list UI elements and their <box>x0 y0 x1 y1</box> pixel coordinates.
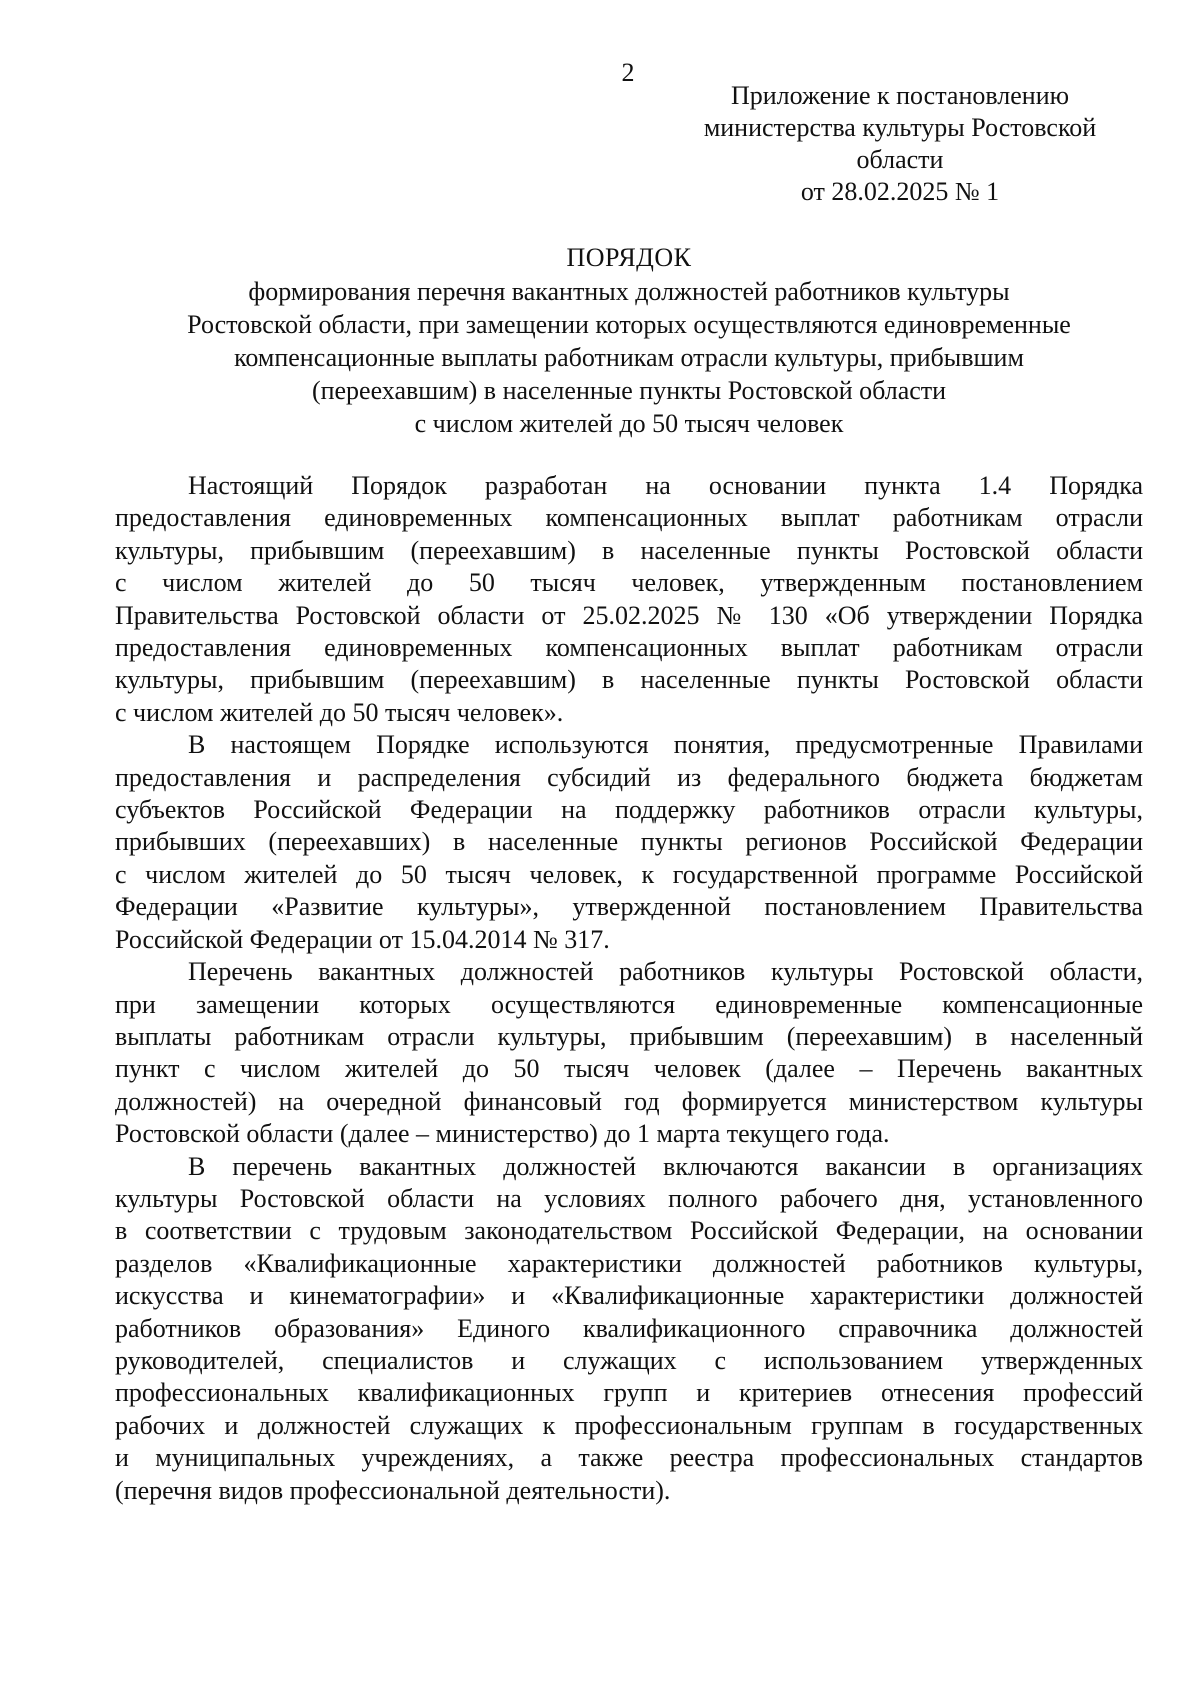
text-line: с числом жителей до 50 тысяч человек, к государственной программе Российской <box>115 859 1143 889</box>
subtitle-line: (переехавшим) в населенные пункты Ростовской области <box>311 376 947 405</box>
text-line: работников образования» Единого квалификационного справочника должностей <box>115 1313 1143 1343</box>
subtitle-line: с числом жителей до 50 тысяч человек <box>414 409 844 438</box>
text-line: Настоящий Порядок разработан на основании пункта 1.4 Порядка <box>188 471 1143 500</box>
text-line: В перечень вакантных должностей включаются вакансии в организациях <box>188 1151 1143 1181</box>
text-line: искусства и кинематографии» и «Квалификационные характеристики должностей <box>115 1281 1143 1311</box>
appendix-header <box>680 80 1120 208</box>
subtitle-line: формирования перечня вакантных должностей работников культуры <box>248 277 1010 306</box>
text-line: Российской Федерации от 15.04.2014 № 317. <box>115 924 610 954</box>
document-body <box>115 470 1143 1507</box>
text-line: культуры Ростовской области на условиях полного рабочего дня, установленного <box>115 1183 1143 1213</box>
paragraph-1 <box>115 470 1143 729</box>
text-line: культуры, прибывшим (переехавшим) в населенные пункты Ростовской области <box>115 535 1143 565</box>
paragraph-2 <box>115 729 1143 956</box>
subtitle-line: Ростовской области, при замещении которых осуществляются единовременные <box>187 310 1071 339</box>
appendix-line: Приложение к постановлению <box>730 81 1070 110</box>
document-title: ПОРЯДОК <box>566 243 692 272</box>
document-subtitle <box>114 275 1144 440</box>
paragraph-3 <box>115 956 1143 1150</box>
appendix-line: министерства культуры Ростовской <box>703 113 1097 142</box>
text-line: разделов «Квалификационные характеристики должностей работников культуры, <box>115 1248 1143 1278</box>
text-line: и муниципальных учреждениях, а также реестра профессиональных стандартов <box>115 1443 1143 1473</box>
text-line: Ростовской области (далее – министерство) до 1 марта текущего года. <box>115 1119 890 1149</box>
text-line: руководителей, специалистов и служащих с использованием утвержденных <box>115 1345 1143 1375</box>
text-line: (перечня видов профессиональной деятельности). <box>115 1475 671 1505</box>
page-number: 2 <box>621 58 635 87</box>
text-line: Перечень вакантных должностей работников культуры Ростовской области, <box>188 957 1143 987</box>
text-line: в соответствии с трудовым законодательством Российской Федерации, на основании <box>115 1216 1143 1246</box>
text-line: рабочих и должностей служащих к профессиональным группам в государственных <box>115 1410 1143 1440</box>
text-line: предоставления и распределения субсидий из федерального бюджета бюджетам <box>115 762 1143 792</box>
text-line: предоставления единовременных компенсационных выплат работникам отрасли <box>115 633 1143 663</box>
text-line: с числом жителей до 50 тысяч человек, утвержденным постановлением <box>115 568 1143 598</box>
appendix-line: от 28.02.2025 № 1 <box>800 177 1000 206</box>
text-line: прибывших (переехавших) в населенные пункты регионов Российской Федерации <box>115 827 1143 857</box>
paragraph-4 <box>115 1151 1143 1507</box>
text-line: должностей) на очередной финансовый год формируется министерством культуры <box>115 1086 1143 1116</box>
text-line: профессиональных квалификационных групп и критериев отнесения профессий <box>115 1378 1143 1408</box>
text-line: при замещении которых осуществляются единовременные компенсационные <box>115 989 1143 1019</box>
text-line: выплаты работникам отрасли культуры, прибывшим (переехавшим) в населенный <box>115 1021 1143 1051</box>
text-line: пункт с числом жителей до 50 тысяч человек (далее – Перечень вакантных <box>115 1054 1143 1084</box>
text-line: Правительства Ростовской области от 25.02.2025 № 130 «Об утверждении Порядка <box>115 600 1143 630</box>
appendix-line: области <box>856 145 944 174</box>
subtitle-line: компенсационные выплаты работникам отрасли культуры, прибывшим <box>234 343 1024 372</box>
text-line: с числом жителей до 50 тысяч человек». <box>115 697 564 727</box>
text-line: предоставления единовременных компенсационных выплат работникам отрасли <box>115 503 1143 533</box>
text-line: В настоящем Порядке используются понятия, предусмотренные Правилами <box>188 730 1143 760</box>
text-line: культуры, прибывшим (переехавшим) в населенные пункты Ростовской области <box>115 665 1143 695</box>
text-line: Федерации «Развитие культуры», утвержденной постановлением Правительства <box>115 892 1143 922</box>
text-line: субъектов Российской Федерации на поддержку работников отрасли культуры, <box>115 795 1143 825</box>
